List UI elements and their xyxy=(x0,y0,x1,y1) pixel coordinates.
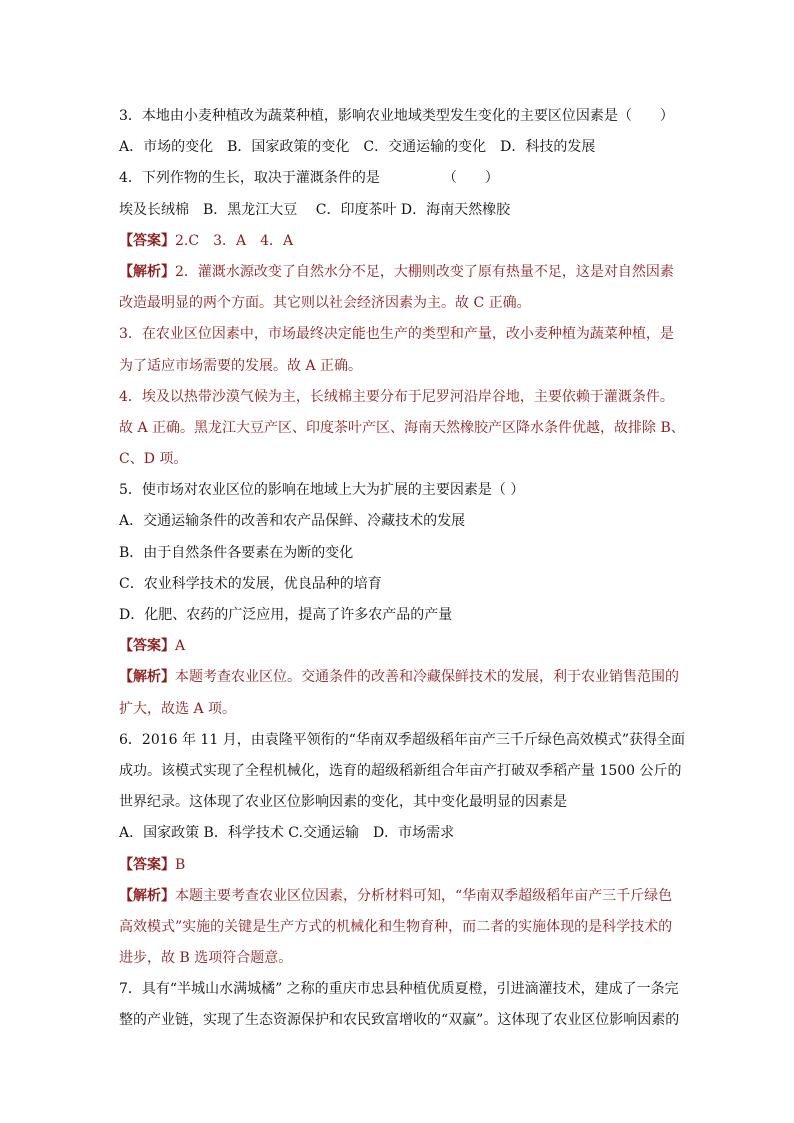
answer-line xyxy=(119,850,689,881)
line-text: 4．下列作物的生长，取决于灌溉条件的是 （ ） xyxy=(119,170,499,187)
line-text: A．交通运输条件的改善和农产品保鲜、冷藏技术的发展 xyxy=(119,513,466,530)
text-line xyxy=(119,288,689,319)
line-text: 整的产业链，实现了生态资源保护和农民致富增收的“双赢”。这体现了农业区位影响因素的 xyxy=(119,1012,680,1029)
text-line xyxy=(119,101,689,132)
line-text: 扩大，故选 A 项。 xyxy=(119,700,237,717)
line-text: 改造最明显的两个方面。其它则以社会经济因素为主。故 C 正确。 xyxy=(119,295,531,312)
line-text: B．由于自然条件各要素在为断的变化 xyxy=(119,544,354,561)
answer-line xyxy=(119,881,689,912)
line-text: 高效模式”实施的关键是生产方式的机械化和生物育种，而二者的实施体现的是科学技术的 xyxy=(119,918,673,935)
answer-tag: 【答案】 xyxy=(119,856,175,873)
line-text: 本题考查农业区位。交通条件的改善和冷藏保鲜技术的发展，利于农业销售范围的 xyxy=(175,669,679,686)
text-line xyxy=(119,413,689,444)
line-text: 成功。该模式实现了全程机械化，选育的超级稻新组合年亩产打破双季稻产量 1500 公斤的 xyxy=(119,762,682,779)
text-line xyxy=(119,506,689,537)
text-line xyxy=(119,756,689,787)
line-text: B xyxy=(175,856,186,873)
line-text: C．农业科学技术的发展，优良品种的培育 xyxy=(119,575,382,592)
line-text: 3．本地由小麦种植改为蔬菜种植，影响农业地域类型发生变化的主要区位因素是（ ） xyxy=(119,108,674,124)
text-line xyxy=(119,319,689,350)
document-body xyxy=(119,101,689,1037)
answer-line xyxy=(119,662,689,693)
text-line xyxy=(119,195,689,226)
line-text: 进步，故 B 选项符合题意。 xyxy=(119,950,293,967)
answer-tag: 【解析】 xyxy=(119,263,175,280)
line-text: 本题主要考查农业区位因素，分析材料可知，“华南双季超级稻年亩产三千斤绿色 xyxy=(175,887,673,904)
line-text: 2.C 3．A 4．A xyxy=(175,232,294,249)
answer-line xyxy=(119,257,689,288)
line-text: A．国家政策 B．科学技术 C.交通运输 D．市场需求 xyxy=(119,825,455,842)
text-line xyxy=(119,351,689,382)
text-line xyxy=(119,132,689,163)
text-line xyxy=(119,163,689,194)
text-line xyxy=(119,1005,689,1036)
line-text: 世界纪录。这体现了农业区位影响因素的变化，其中变化最明显的因素是 xyxy=(119,794,567,811)
line-text: 3．在农业区位因素中，市场最终决定能也生产的类型和产量，改小麦种植为蔬菜种植，是 xyxy=(119,326,674,343)
line-text: 埃及长绒棉 B．黑龙江大豆 C．印度茶叶 D．海南天然橡胶 xyxy=(119,201,511,218)
text-line xyxy=(119,725,689,756)
text-line xyxy=(119,444,689,475)
answer-line xyxy=(119,631,689,662)
answer-tag: 【解析】 xyxy=(119,887,175,904)
text-line xyxy=(119,600,689,631)
line-text: 为了适应市场需要的发展。故 A 正确。 xyxy=(119,357,363,374)
line-text: A．市场的变化 B．国家政策的变化 C．交通运输的变化 D．科技的发展 xyxy=(119,139,596,156)
text-line xyxy=(119,475,689,506)
text-line xyxy=(119,694,689,725)
text-line xyxy=(119,569,689,600)
line-text: 故 A 正确。黑龙江大豆产区、印度茶叶产区、海南天然橡胶产区降水条件优越，故排除 B、 xyxy=(119,419,685,436)
answer-tag: 【答案】 xyxy=(119,638,175,655)
text-line xyxy=(119,912,689,943)
line-text: 4．埃及以热带沙漠气候为主，长绒棉主要分布于尼罗河沿岸谷地，主要依赖于灌溉条件。 xyxy=(119,388,674,405)
line-text: 2．灌溉水源改变了自然水分不足，大棚则改变了原有热量不足，这是对自然因素 xyxy=(175,263,674,280)
line-text: D．化肥、农药的广泛应用，提高了许多农产品的产量 xyxy=(119,607,453,623)
answer-line xyxy=(119,226,689,257)
text-line xyxy=(119,538,689,569)
text-line xyxy=(119,818,689,849)
line-text: C、D 项。 xyxy=(119,451,188,468)
answer-tag: 【答案】 xyxy=(119,232,175,249)
answer-tag: 【解析】 xyxy=(119,669,175,686)
text-line xyxy=(119,382,689,413)
line-text: 5．使市场对农业区位的影响在地域上大为扩展的主要因素是（ ） xyxy=(119,482,525,499)
text-line xyxy=(119,943,689,974)
line-text: 7．具有“半城山水满城橘” 之称的重庆市忠县种植优质夏橙，引进滴灌技术，建成了一条完 xyxy=(119,981,679,998)
text-line xyxy=(119,787,689,818)
text-line xyxy=(119,974,689,1005)
line-text: 6．2016 年 11 月，由袁隆平领衔的“华南双季超级稻年亩产三千斤绿色高效模式”获得全面 xyxy=(119,731,686,748)
line-text: A xyxy=(175,638,186,655)
